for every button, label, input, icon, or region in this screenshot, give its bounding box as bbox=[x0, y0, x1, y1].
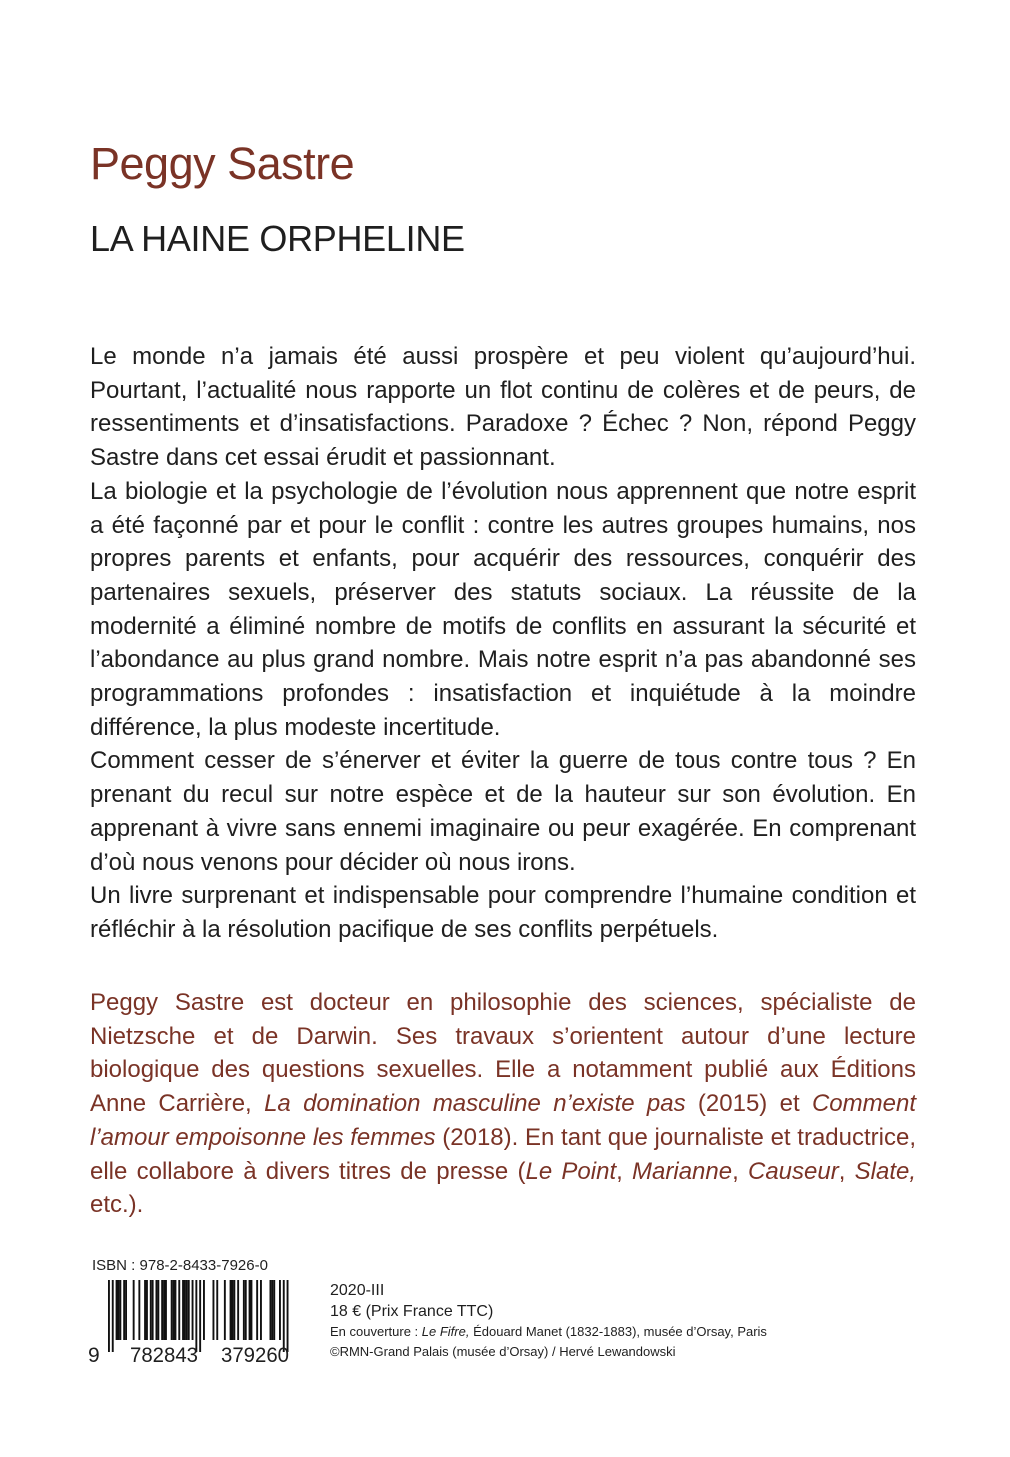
barcode-bar bbox=[287, 1280, 289, 1352]
barcode-bar bbox=[178, 1280, 180, 1340]
author-name: Peggy Sastre bbox=[90, 138, 355, 189]
barcode-bar bbox=[249, 1280, 251, 1340]
barcode-bar bbox=[150, 1280, 152, 1340]
bio-text: (2018). En tant que journaliste et traductrice, elle collabore à divers titres de presse ( bbox=[90, 1123, 916, 1185]
barcode-bar bbox=[133, 1280, 135, 1340]
bio-text: , bbox=[732, 1157, 748, 1185]
blurb-paragraph: Le monde n’a jamais été aussi prospère et peu violent qu’aujourd’hui. Pourtant, l’actualité nous rapporte un flot continu de colères et de peurs, de ressentiments et d’insatisfactions. Paradoxe ? Échec ? Non, répond Peggy Sastre dans cet essai érudit et passionnant. bbox=[90, 343, 916, 472]
barcode-bar bbox=[161, 1280, 163, 1340]
barcode-bar bbox=[108, 1280, 110, 1352]
bio-text: , bbox=[838, 1157, 855, 1185]
barcode-bar bbox=[165, 1280, 167, 1340]
barcode-bar bbox=[203, 1280, 205, 1340]
barcode-bar bbox=[188, 1280, 190, 1340]
blurb bbox=[90, 340, 916, 947]
barcode-bar bbox=[237, 1280, 239, 1340]
book-title: LA HAINE ORPHELINE bbox=[90, 218, 465, 259]
barcode-bar bbox=[256, 1280, 258, 1340]
author-bio bbox=[90, 986, 916, 1222]
bio-book-title: La domination masculine n’existe pas bbox=[264, 1090, 686, 1118]
barcode-bar bbox=[171, 1280, 173, 1340]
cover-credit bbox=[330, 1322, 767, 1342]
barcode-bar bbox=[271, 1280, 273, 1340]
barcode-bar bbox=[182, 1280, 184, 1340]
bio-text: (2015) et bbox=[685, 1090, 812, 1118]
barcode-bar bbox=[260, 1280, 262, 1340]
bio-text: etc.). bbox=[90, 1191, 144, 1219]
bio-press-title: Causeur bbox=[748, 1157, 839, 1185]
bio-text: , bbox=[616, 1157, 633, 1185]
barcode-bar bbox=[146, 1280, 148, 1340]
cover-work-title: Le Fifre, bbox=[421, 1324, 470, 1339]
barcode-bar bbox=[123, 1280, 125, 1340]
barcode-right-digits: 379260 bbox=[221, 1344, 289, 1365]
barcode-bar bbox=[273, 1280, 275, 1340]
barcode-bar bbox=[157, 1280, 159, 1340]
barcode-bar bbox=[125, 1280, 127, 1340]
blurb-paragraph: Un livre surprenant et indispensable pour comprendre l’humaine condition et réfléchir à la résolution pacifique de ses conflits perpétuels. bbox=[90, 882, 916, 943]
bio-book-title: Comment l’amour empoisonne les femmes bbox=[90, 1090, 916, 1151]
barcode-bar bbox=[199, 1280, 201, 1352]
price: 18 € (Prix France TTC) bbox=[330, 1303, 494, 1320]
barcode-lead-digit: 9 bbox=[88, 1344, 100, 1365]
barcode-bar bbox=[283, 1280, 285, 1352]
publication-info bbox=[330, 1280, 767, 1362]
barcode-left-digits: 782843 bbox=[130, 1344, 198, 1365]
barcode-bar bbox=[156, 1280, 158, 1340]
barcode-bar bbox=[116, 1280, 118, 1340]
blurb-paragraph: La biologie et la psychologie de l’évolution nous apprennent que notre esprit a été façonné par et pour le conflit : contre les autres groupes humains, nos propres parents et enfants, pour acquérir des ressources, conquérir des partenaires sexuels, préserver des statuts sociaux. La réussite de la modernité a éliminé nombre de motifs de conflits en assurant la sécurité et l’abondance au plus grand nombre. Mais notre esprit n’a pas abandonné ses programmations profondes : insatisfaction et inquiétude à la moindre différence, la plus modeste incertitude. bbox=[90, 477, 916, 741]
blurb-paragraph: Comment cesser de s’énerver et éviter la guerre de tous contre tous ? En prenant du recul sur notre espèce et de la hauteur sur son évolution. En apprenant à vivre sans ennemi imaginaire ou peur exagérée. En comprenant d’où nous venons pour décider où nous irons. bbox=[90, 747, 916, 876]
barcode-bar bbox=[245, 1280, 247, 1340]
ean13-barcode bbox=[88, 1280, 300, 1365]
barcode-bar bbox=[184, 1280, 186, 1340]
barcode-bar bbox=[144, 1280, 146, 1340]
barcode-bar bbox=[233, 1280, 235, 1340]
barcode-bar bbox=[118, 1280, 120, 1340]
barcode-bar bbox=[138, 1280, 140, 1340]
barcode-bar bbox=[213, 1280, 215, 1340]
edition-code: 2020-III bbox=[330, 1282, 385, 1299]
isbn-label: ISBN : 978-2-8433-7926-0 bbox=[92, 1257, 268, 1274]
barcode-bar bbox=[232, 1280, 234, 1340]
barcode-bar bbox=[216, 1280, 218, 1340]
barcode-bar bbox=[251, 1280, 253, 1340]
barcode-bar bbox=[224, 1280, 226, 1340]
barcode-bar bbox=[243, 1280, 245, 1340]
barcode-bars bbox=[108, 1280, 289, 1352]
barcode-bar bbox=[112, 1280, 114, 1352]
barcode-bar bbox=[163, 1280, 165, 1340]
barcode-bar bbox=[192, 1280, 194, 1340]
barcode-bar bbox=[270, 1280, 272, 1340]
cover-artist: Édouard Manet (1832-1883), musée d’Orsay, Paris bbox=[469, 1324, 767, 1339]
barcode-bar bbox=[175, 1280, 177, 1340]
photo-credit: ©RMN-Grand Palais (musée d’Orsay) / Hervé Lewandowski bbox=[330, 1344, 676, 1359]
barcode-bar bbox=[279, 1280, 281, 1340]
barcode-bar bbox=[230, 1280, 232, 1340]
barcode-bar bbox=[119, 1280, 121, 1340]
bio-text: Peggy Sastre est docteur en philosophie des sciences, spécialiste de Nietzsche et de Darwin. Ses travaux s’orientent autour d’une lecture biologique des questions sexuelles. Elle a notamment publié aux Éditions Anne Carrière, bbox=[90, 989, 916, 1118]
barcode-bar bbox=[173, 1280, 175, 1340]
barcode-bar bbox=[152, 1280, 154, 1340]
bio-press-title: Marianne bbox=[632, 1157, 733, 1185]
bio-press-title: Le Point bbox=[525, 1157, 617, 1185]
bio-press-title: Slate, bbox=[854, 1157, 916, 1185]
barcode-bar bbox=[186, 1280, 188, 1340]
cover-prefix: En couverture : bbox=[330, 1324, 422, 1339]
barcode-bar bbox=[195, 1280, 197, 1352]
